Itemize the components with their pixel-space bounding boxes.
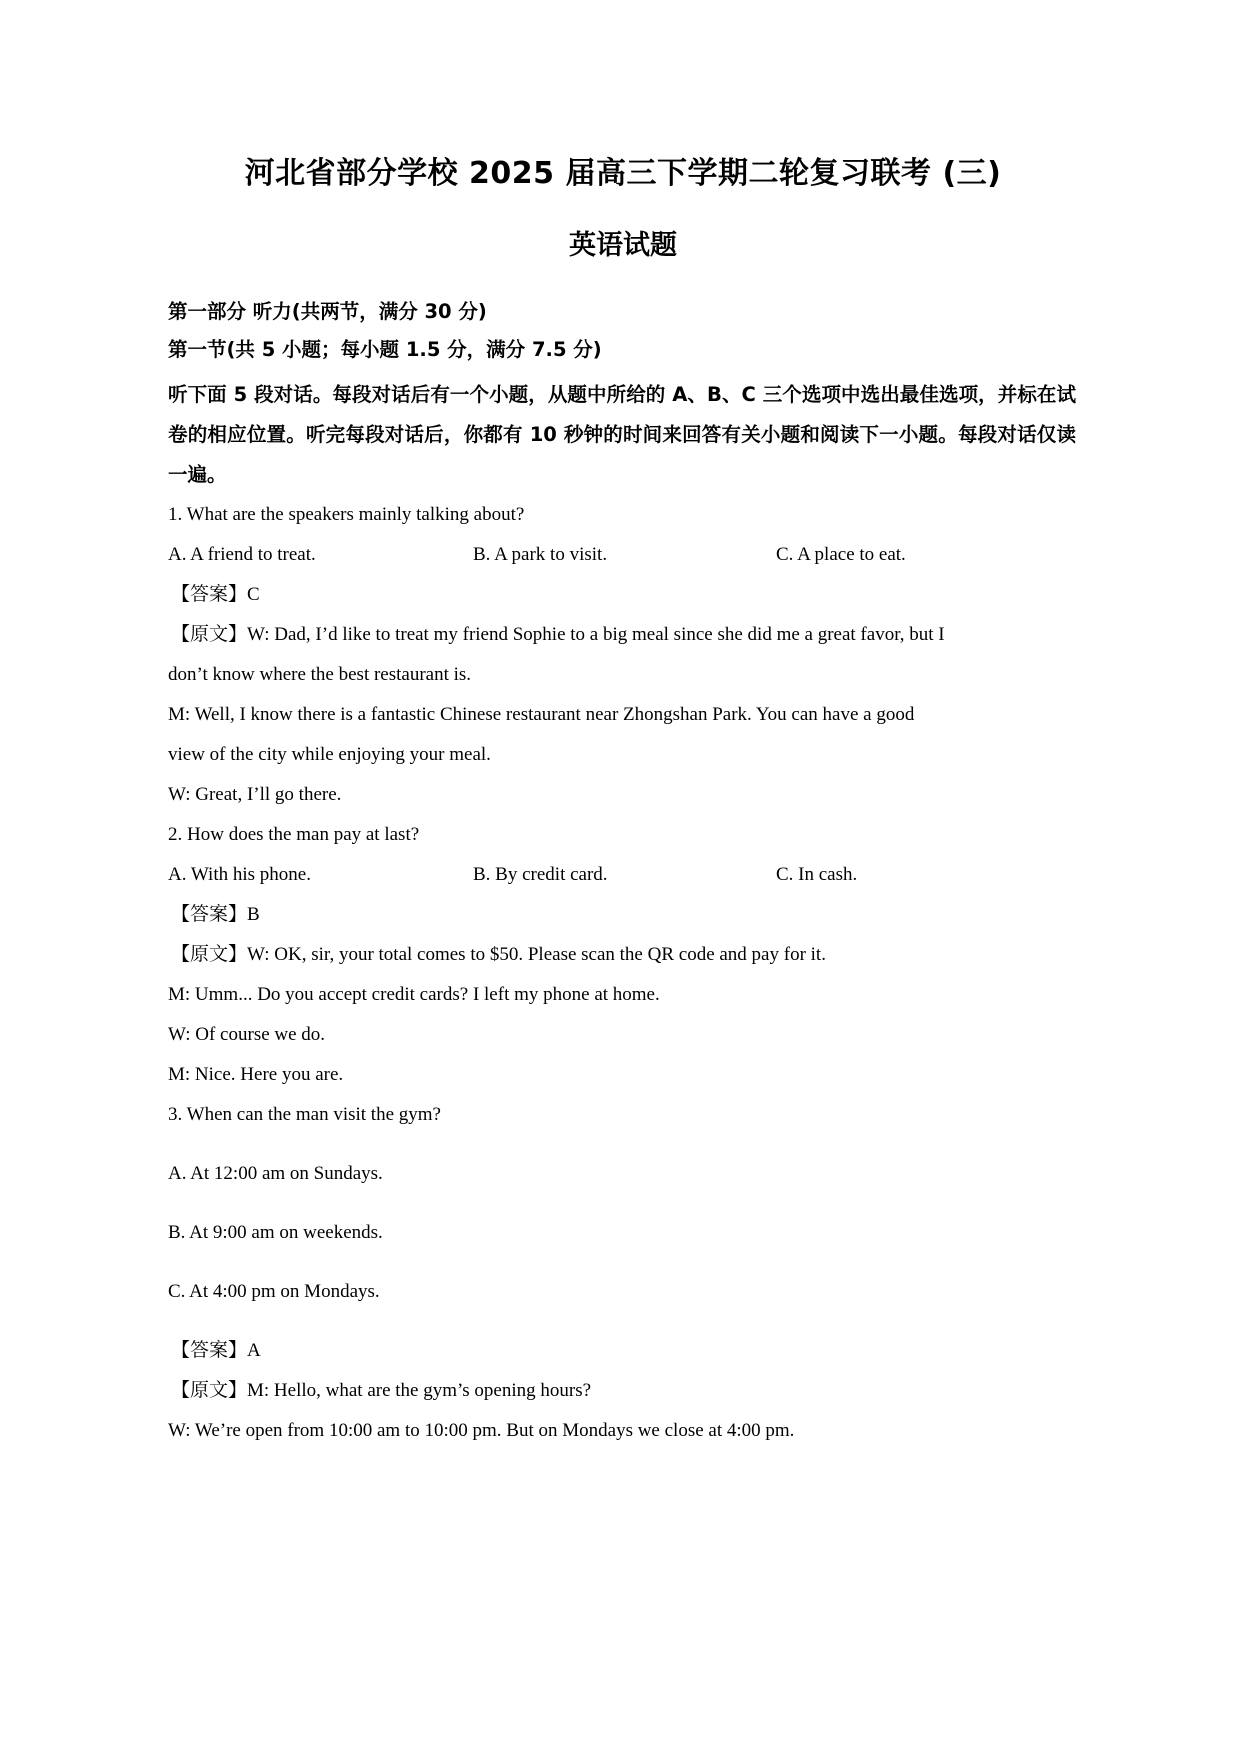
transcript-line: 【原文】M: Hello, what are the gym’s opening hours? [171,1380,592,1402]
transcript-line: W: We’re open from 10:00 am to 10:00 pm. But on Mondays we close at 4:00 pm. [168,1420,795,1442]
option-c[interactable]: C. A place to eat. [776,544,906,566]
option-a[interactable]: A. At 12:00 am on Sundays. [168,1163,383,1185]
transcript-line: view of the city while enjoying your meal. [168,744,491,766]
transcript-line: W: Great, I’ll go there. [168,784,342,806]
option-c[interactable]: C. In cash. [776,864,858,886]
transcript-line: M: Nice. Here you are. [168,1064,344,1086]
page-subtitle: 英语试题 [569,229,677,261]
answer-line: 【答案】A [171,1340,261,1362]
part-heading: 第一部分 听力(共两节，满分 30 分) [168,300,487,324]
transcript-line: M: Well, I know there is a fantastic Chinese restaurant near Zhongshan Park. You can have a good [168,704,915,726]
section-heading: 第一节(共 5 小题；每小题 1.5 分，满分 7.5 分) [168,337,602,361]
option-a[interactable]: A. With his phone. [168,864,311,886]
option-c[interactable]: C. At 4:00 pm on Mondays. [168,1281,380,1303]
transcript-line: don’t know where the best restaurant is. [168,664,472,686]
option-b[interactable]: B. A park to visit. [473,544,608,566]
option-b[interactable]: B. At 9:00 am on weekends. [168,1222,383,1244]
transcript-line: W: Of course we do. [168,1024,326,1046]
option-a[interactable]: A. A friend to treat. [168,544,316,566]
question-stem: 3. When can the man visit the gym? [168,1104,441,1126]
transcript-line: 【原文】W: Dad, I’d like to treat my friend Sophie to a big meal since she did me a great favor, but I [171,624,945,646]
transcript-line: 【原文】W: OK, sir, your total comes to $50. Please scan the QR code and pay for it. [171,944,826,966]
page-title: 河北省部分学校 2025 届高三下学期二轮复习联考 (三) [244,156,1002,191]
question-stem: 2. How does the man pay at last? [168,824,420,846]
listening-instructions: 听下面 5 段对话。每段对话后有一个小题，从题中所给的 A、B、C 三个选项中选出最佳选项，并标在试卷的相应位置。听完每段对话后，你都有 10 秒钟的时间来回答有关小题和阅读下一小题。每段对话仅读一遍。 [168,383,1076,487]
question-options [168,535,1076,575]
answer-line: 【答案】C [171,584,260,606]
answer-line: 【答案】B [171,904,260,926]
question-options [168,855,1076,895]
question-stem: 1. What are the speakers mainly talking about? [168,504,525,526]
option-b[interactable]: B. By credit card. [473,864,608,886]
transcript-line: M: Umm... Do you accept credit cards? I left my phone at home. [168,984,660,1006]
page-content [168,0,1078,1451]
